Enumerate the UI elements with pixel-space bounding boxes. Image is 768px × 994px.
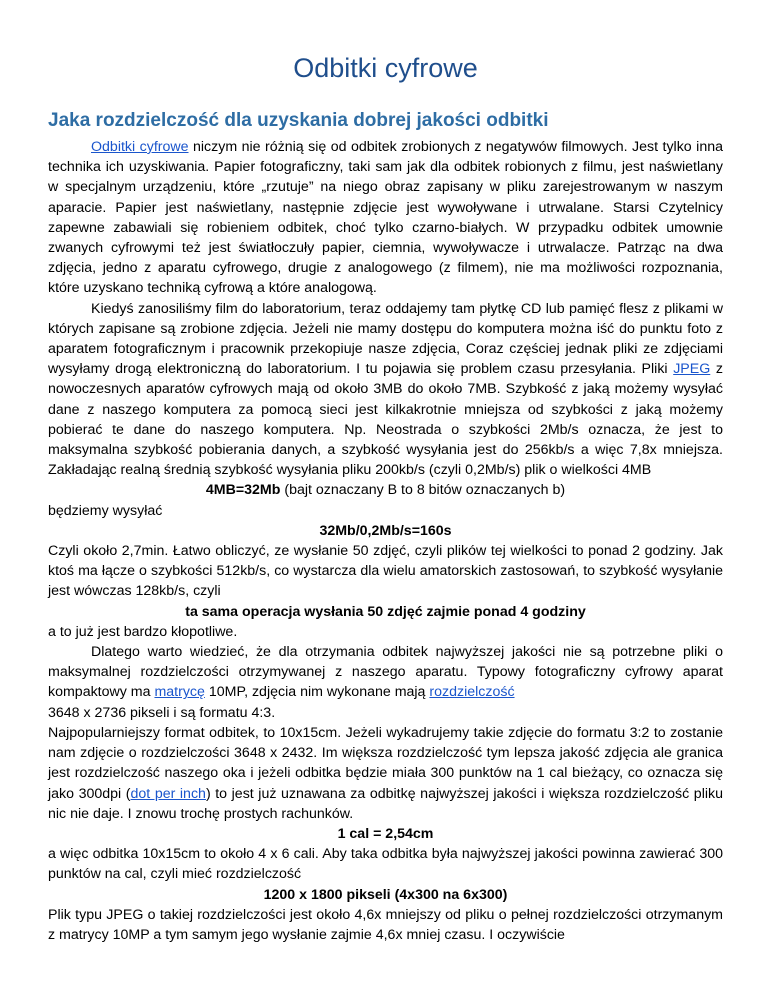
article-body (48, 137, 723, 945)
line-klopotliwe: a to już jest bardzo kłopotliwe. (48, 623, 238, 640)
equation-pixels: 1200 x 1800 pikseli (4x300 na 6x300) (263, 886, 508, 903)
line-bedziemy-wysylac: będziemy wysyłać (48, 502, 163, 519)
paragraph-2 (48, 299, 723, 481)
paragraph-6: a więc odbitka 10x15cm to około 4 x 6 cali. Aby taka odbitka była najwyższej jakości powinna zawierać 300 punktów na cal, czyli mieć rozdzielczość (48, 846, 723, 883)
link-odbitki-cyfrowe[interactable]: Odbitki cyfrowe (91, 139, 189, 155)
paragraph-1-text: niczym nie różnią się od odbitek zrobionych z negatywów filmowych. Jest tylko inna technika ich uzyskiwania. Papier fotograficzny, taki sam jak dla odbitek robionych z filmu, jest naświetlany w specjalnym urządzeniu, które „rzutuje” na niego obraz zapisany w pliku zarejestrowanym w naszym aparacie. Papier jest naświetlany, następnie zdjęcie jest wywoływane i utrwalane. Starsi Czytelnicy zapewne zabawiali się robieniem odbitek, choć tylko czarno-białych. W przypadku odbitek umownie zwanych cyfrowymi też jest światłoczuły papier, ciemnia, wywoływacze i utrwalacze. Patrząc na dwa zdjęcia, jedno z aparatu cyfrowego, drugie z analogowego (z filmem), nie ma możliwości rozpoznania, które uzyskano techniką cyfrową a które analogową. (48, 139, 723, 297)
paragraph-1 (48, 137, 723, 299)
section-heading: Jaka rozdzielczość dla uzyskania dobrej jakości odbitki (48, 110, 549, 131)
equation-160s: 32Mb/0,2Mb/s=160s (319, 522, 452, 539)
paragraph-5-text-b: ) to jest już uznawana za odbitkę najwyższej jakości i większa rozdzielczość pliku nic nie daje. I znowu trochę prostych rachunków. (48, 785, 723, 822)
paragraph-2-text-a: Kiedyś zanosiliśmy film do laboratorium, teraz oddajemy tam płytkę CD lub pamięć flesz z plikami w których zapisane są zrobione zdjęcia. Jeżeli nie mamy dostępu do komputera można iść do punktu foto z aparatem fotograficznym i pracownik przekopiuje nasze zdjęcia, Coraz częściej jednak pliki ze zdjęciami wysyłamy drogą elektroniczną do laboratorium. I tu pojawia się problem czasu przesyłania. Pliki (48, 300, 723, 378)
paragraph-4-text-a: Dlatego warto wiedzieć, że dla otrzymania odbitek najwyższej jakości nie są potrzebne pliki o maksymalnej rozdzielczości otrzymywanej z naszego aparatu. Typowy fotograficzny cyfrowy aparat kompaktowy ma (48, 644, 723, 701)
link-rozdzielczosc[interactable]: rozdzielczość (429, 684, 515, 701)
line-resolution: 3648 x 2736 pikseli i są formatu 4:3. (48, 704, 276, 721)
equation-4mb (48, 480, 723, 500)
equation-4mb-note: (bajt oznaczany B to 8 bitów oznaczanych b) (280, 482, 566, 499)
paragraph-2-text-b: z nowoczesnych aparatów cyfrowych mają od około 3MB do około 7MB. Szybkość z jaką możemy wysyłać dane z naszego komputera za pomocą sieci jest kilkakrotnie mniejsza od szybkości z jaką możemy pobierać te dane do naszego komputera. Np. Neostrada o szybkości 2Mb/s oznacza, że jest to maksymalna szybkość pobierania danych, a szybkość wysyłania jest do 256kb/s a więc 7,8x mniejsza. Zakładając realną średnią szybkość wysyłania pliku 200kb/s (czyli 0,2Mb/s) plik o wielkości 4MB (48, 361, 723, 479)
paragraph-7: Plik typu JPEG o takiej rozdzielczości jest około 4,6x mniejszy od pliku o pełnej rozdzielczości otrzymanym z matrycy 10MP a tym samym jego wysłanie zajmie 4,6x mniej czasu. I oczywiście (48, 906, 723, 943)
equation-cal: 1 cal = 2,54cm (337, 825, 434, 842)
paragraph-3: Czyli około 2,7min. Łatwo obliczyć, ze wysłanie 50 zdjęć, czyli plików tej wielkości to ponad 2 godziny. Jak ktoś ma łącze o szybkości 512kb/s, co wystarcza dla wielu amatorskich zastosowań, to szybkość wysyłanie jest wówczas 128kb/s, czyli (48, 543, 723, 600)
paragraph-4 (48, 642, 723, 703)
page-title: Odbitki cyfrowe (293, 53, 478, 83)
highlight-4-godziny: ta sama operacja wysłania 50 zdjęć zajmie ponad 4 godziny (185, 603, 586, 620)
paragraph-5 (48, 723, 723, 824)
link-matryce[interactable]: matrycę (154, 684, 205, 701)
link-dot-per-inch[interactable]: dot per inch (130, 785, 206, 802)
link-jpeg[interactable]: JPEG (673, 361, 711, 378)
paragraph-4-text-b: 10MP, zdjęcia nim wykonane mają (204, 684, 430, 701)
paragraph-5-text-a: Najpopularniejszy format odbitek, to 10x15cm. Jeżeli wykadrujemy takie zdjęcie do formatu 3:2 to zostanie nam zdjęcie o rozdzielczości 3648 x 2432. Im większa rozdzielczość tym lepsza jakość zdjęcia ale granica jest rozdzielczość naszego oka i jeżeli odbitka będzie miała 300 punktów na 1 cal bieżący, co oznacza się jako 300dpi ( (48, 724, 723, 802)
equation-4mb-bold: 4MB=32Mb (205, 482, 281, 499)
document-page (48, 50, 723, 945)
